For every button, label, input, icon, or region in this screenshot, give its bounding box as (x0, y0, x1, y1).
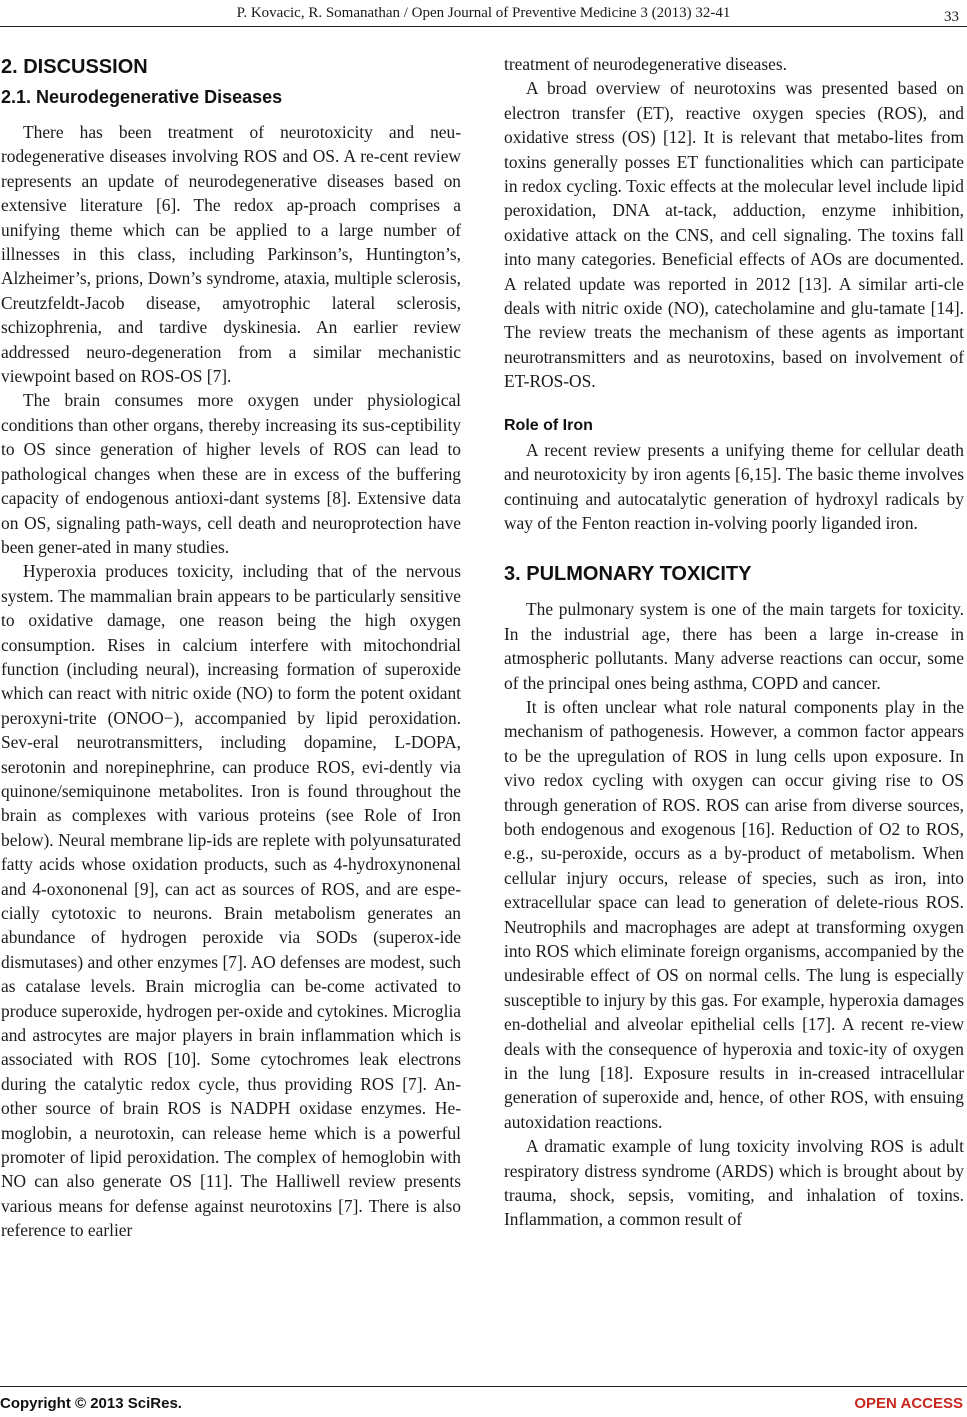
left-column (1, 52, 461, 1243)
page-footer (0, 1395, 967, 1415)
copyright-notice: Copyright © 2013 SciRes. (0, 1395, 182, 1412)
subheading-role-of-iron: Role of Iron (504, 416, 593, 434)
running-header (0, 4, 967, 26)
body-paragraph: The brain consumes more oxygen under physiological conditions than other organs, thereby increasing its sus-ceptibility to OS since generation of higher levels of ROS can lead to pathological changes when these are in excess of the buffering capacity of endogenous antioxi-dant systems [8]. Extensive data on OS, signaling path-ways, cell death and neuroprotection have been gener-ated in many studies. (1, 390, 461, 557)
header-divider (0, 26, 967, 27)
right-column (504, 52, 964, 1232)
body-paragraph: A dramatic example of lung toxicity involving ROS is adult respiratory distress syndrome (ARDS) which is brought about by trauma, shock, sepsis, vomiting, and inhalation of toxins. Inflammation, a common result of (504, 1136, 964, 1230)
body-paragraph: It is often unclear what role natural components play in the mechanism of pathogenesis. However, a common factor appears to be the upregulation of ROS in lung cells upon exposure. In vivo redox cycling with oxygen can occur giving rise to OS through generation of ROS. ROS can arise from diverse sources, both endogenous and exogenous [16]. Reduction of O2 to ROS, e.g., su-peroxide, occurs as a by-product of metabolism. When cellular injury occurs, release of species, such as iron, into extracellular space can lead to generation of delete-rious ROS. Neutrophils and macrophages are adept at transforming oxygen into ROS which eliminate foreign organisms, accompanied by the undesirable effect of OS on normal cells. The lung is especially susceptible to injury by this gas. For example, hyperoxia damages en-dothelial and alveolar epithelial cells [17]. A recent re-view deals with the consequence of hyperoxia and toxic-ity of oxygen in the lung [18]. Exposure results in in-creased intracellular generation of superoxide and, hence, of other ROS, with ensuing autoxidation reactions. (504, 696, 964, 1132)
page-number: 33 (944, 9, 959, 25)
body-paragraph: Hyperoxia produces toxicity, including that of the nervous system. The mammalian brain appears to be particularly sensitive to oxidative damage, one reason being the high oxygen consumption. Rises in calcium interfere with mitochondrial function (including neural), increasing formation of superoxide which can react with nitric oxide (NO) to form the potent oxidant peroxyni-trite (ONOO−), accompanied by lipid peroxidation. Sev-eral neurotransmitters, including dopamine, L-DOPA, serotonin and norepinephrine, can produce ROS, evi-dently via quinone/semiquinone metabolites. Iron is found throughout the brain as complexes with various proteins (see Role of Iron below). Neural membrane lip-ids are replete with polyunsaturated fatty acids whose oxidation products, such as 4-hydroxynonenal and 4-oxononenal [9], can act as sources of ROS, and are espe-cially cytotoxic to neurons. Brain metabolism generates an abundance of hydrogen peroxide via SODs (superox-ide dismutases) and other enzymes [7]. AO defenses are modest, such as catalase levels. Brain microglia can be-come activated to produce superoxide, hydrogen per-oxide and cytokines. Microglia and astrocytes are major players in brain inflammation which is associated with ROS [10]. Some cytochromes leak electrons during the catalytic redox cycle, thus providing ROS [7]. An- other source of brain ROS is NADPH oxidase enzymes. He-moglobin, a neurotoxin, can release heme which is a powerful promoter of lipid peroxidation. The complex of hemoglobin with NO can also generate OS [11]. The Halliwell review presents various means for defense against neurotoxins [7]. There is also reference to earlier (1, 561, 461, 1241)
body-paragraph: The pulmonary system is one of the main targets for toxicity. In the industrial age, there has been a large in-crease in atmospheric pollutants. Many adverse reactions can occur, some of the principal ones being asthma, COPD and cancer. (504, 599, 964, 693)
body-paragraph-continued: treatment of neurodegenerative diseases. (504, 54, 787, 74)
running-title: P. Kovacic, R. Somanathan / Open Journal of Preventive Medicine 3 (2013) 32-41 (236, 5, 731, 21)
section-heading-pulmonary: 3. PULMONARY TOXICITY (504, 563, 752, 586)
open-access-label: OPEN ACCESS (854, 1395, 963, 1412)
body-paragraph: There has been treatment of neurotoxicity and neu-rodegenerative diseases involving ROS and OS. A re-cent review represents an update of neurodegenerative diseases based on extensive literature [6]. The redox ap-proach comprises a unifying theme which can be applied to a large number of illnesses in this class, including Parkinson’s, Huntington’s, Alzheimer’s, prions, Down’s syndrome, ataxia, multiple sclerosis, Creutzfeldt-Jacob disease, amyotrophic lateral sclerosis, schizophrenia, and tardive dyskinesia. An earlier review addressed neuro-degeneration from a similar mechanistic viewpoint based on ROS-OS [7]. (1, 122, 461, 387)
subsection-heading-neurodegenerative: 2.1. Neurodegenerative Diseases (1, 87, 283, 107)
body-paragraph: A broad overview of neurotoxins was presented based on electron transfer (ET), reactive oxygen species (ROS), and oxidative stress (OS) [12]. It is relevant that metabo-lites from toxins generally posses ET functionalities which can participate in redox cycling. Toxic effects at the molecular level include lipid peroxidation, DNA at-tack, adduction, enzyme inhibition, oxidative attack on the CNS, and cell signaling. The toxins fall into many categories. Beneficial effects of AOs are documented. A related update was reported in 2012 [13]. A similar arti-cle deals with nitric oxide (NO), catecholamine and glu-tamate [14]. The review treats the mechanism of these agents as important neurotransmitters and as neurotoxins, based on involvement of ET-ROS-OS. (504, 78, 964, 392)
footer-divider (0, 1386, 967, 1387)
section-heading-discussion: 2. DISCUSSION (1, 56, 148, 78)
body-paragraph: A recent review presents a unifying theme for cellular death and neurotoxicity by iron agents [6,15]. The basic theme involves continuing and autocatalytic generation of hydroxyl radicals by way of the Fenton reaction in-volving poorly liganded iron. (504, 439, 964, 533)
